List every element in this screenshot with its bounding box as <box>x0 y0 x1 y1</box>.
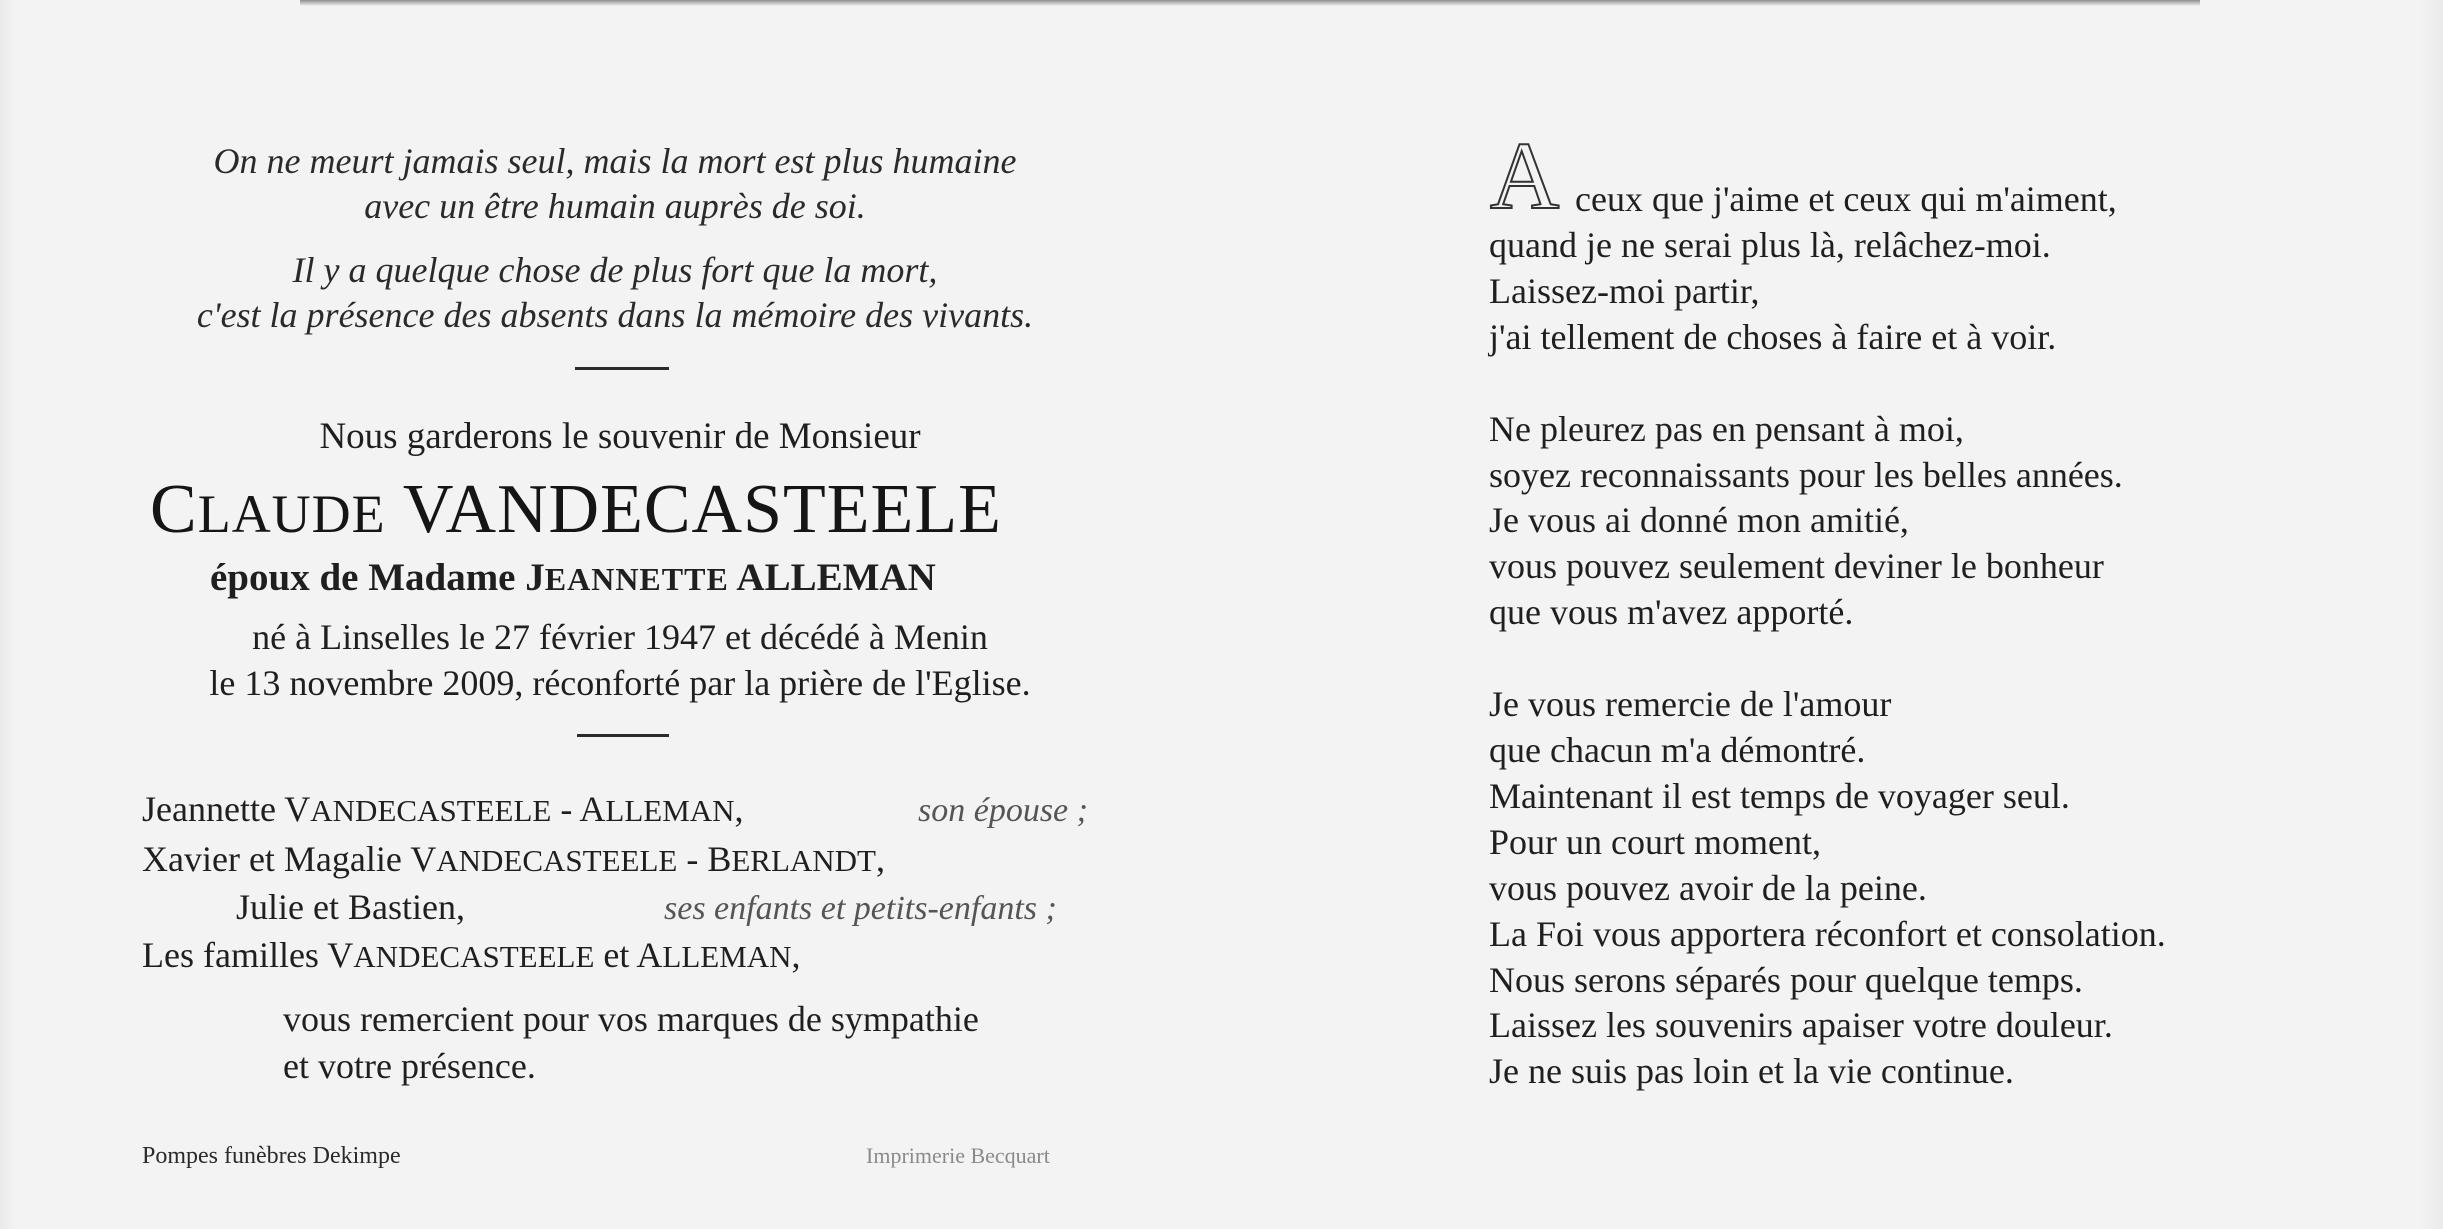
poem-line: soyez reconnaissants pour les belles années. <box>1489 454 2123 495</box>
text: Les familles <box>142 935 328 975</box>
deceased-name <box>150 470 1002 554</box>
text: , <box>734 789 744 829</box>
family-role: son épouse ; <box>918 792 1088 829</box>
poem-line: Laissez les souvenirs apaiser votre douleur. <box>1489 1005 2113 1046</box>
text: V <box>410 839 437 879</box>
poem-line: Maintenant il est temps de voyager seul. <box>1489 775 2070 816</box>
drop-cap: A <box>1490 122 1560 229</box>
spouse-prefix: époux de Madame <box>210 556 516 599</box>
first-name-initial: C <box>150 471 198 548</box>
poem-line: Nous serons séparés pour quelque temps. <box>1489 959 2083 1000</box>
intro-line: Nous garderons le souvenir de Monsieur <box>319 416 921 457</box>
death-date-line: le 13 novembre 2009, réconforté par la prière de l'Eglise. <box>209 663 1031 703</box>
family-line <box>142 786 744 834</box>
opening-quote <box>0 139 1230 229</box>
quote-line: On ne meurt jamais seul, mais la mort est plus humaine <box>213 141 1017 181</box>
poem-line: La Foi vous apportera réconfort et consolation. <box>1489 913 2166 954</box>
first-name-rest: LAUDE <box>197 484 386 544</box>
text: Jeannette <box>142 789 285 829</box>
spouse-line <box>210 553 936 604</box>
last-name: VANDECASTEELE <box>402 471 1002 548</box>
thanks-line: et votre présence. <box>283 1046 536 1086</box>
poem <box>1489 223 2166 1095</box>
poem-line: Je vous ai donné mon amitié, <box>1489 500 1909 541</box>
poem-line: que chacun m'a démontré. <box>1489 729 1866 770</box>
poem-line <box>1489 361 2166 407</box>
quote-line: Il y a quelque chose de plus fort que la mort, <box>292 250 938 290</box>
poem-line <box>1489 636 2166 682</box>
text: ANDECASTEELE <box>436 843 678 878</box>
second-quote <box>0 248 1230 338</box>
text: , <box>791 935 801 975</box>
poem-line: que vous m'avez apporté. <box>1489 592 1854 633</box>
text: et <box>594 935 637 975</box>
text: ANDECASTEELE <box>310 793 552 828</box>
text: LLEMAN <box>605 793 735 828</box>
poem-line: Je ne suis pas loin et la vie continue. <box>1489 1051 2014 1092</box>
family-line: Julie et Bastien, <box>236 887 465 927</box>
text: B <box>707 839 732 879</box>
thanks-line: vous remercient pour vos marques de sympathie <box>283 999 979 1039</box>
text: A <box>636 935 663 975</box>
poem-line: Laissez-moi partir, <box>1489 270 1760 311</box>
poem-line: j'ai tellement de choses à faire et à voir. <box>1489 316 2057 357</box>
printer-credit: Imprimerie Becquart <box>866 1143 1050 1168</box>
spouse-last-name: ALLEMAN <box>736 556 936 599</box>
family-role: ses enfants et petits-enfants ; <box>664 890 1057 927</box>
poem-line: vous pouvez seulement deviner le bonheur <box>1489 546 2104 587</box>
poem-line: Pour un court moment, <box>1489 821 1821 862</box>
text: ERLANDT <box>731 843 876 878</box>
text: - <box>677 839 708 879</box>
text: A <box>579 789 606 829</box>
divider <box>577 734 669 737</box>
text: Xavier et Magalie <box>142 839 411 879</box>
poem-line: vous pouvez avoir de la peine. <box>1489 867 1927 908</box>
birth-death-line: né à Linselles le 27 février 1947 et décédé à Menin <box>252 617 988 657</box>
family-line <box>142 932 801 980</box>
text: - <box>551 789 580 829</box>
poem-line: Je vous remercie de l'amour <box>1489 684 1892 725</box>
poem-line: Ne pleurez pas en pensant à moi, <box>1489 408 1964 449</box>
text: ANDECASTEELE <box>353 939 595 974</box>
divider <box>575 367 669 370</box>
spouse-first-rest: EANNETTE <box>544 561 729 597</box>
poem-first-line: ceux que j'aime et ceux qui m'aiment, <box>1575 179 2117 219</box>
quote-line: avec un être humain auprès de soi. <box>364 186 866 226</box>
text: V <box>327 935 354 975</box>
text: LLEMAN <box>662 939 792 974</box>
poem-line: quand je ne serai plus là, relâchez-moi. <box>1489 225 2051 265</box>
spouse-first-initial: J <box>525 556 545 599</box>
left-page <box>0 0 1210 1229</box>
funeral-home: Pompes funèbres Dekimpe <box>142 1143 401 1169</box>
text: , <box>876 839 885 879</box>
family-line <box>142 836 885 884</box>
text: V <box>284 789 311 829</box>
quote-line: c'est la présence des absents dans la mémoire des vivants. <box>196 295 1034 335</box>
